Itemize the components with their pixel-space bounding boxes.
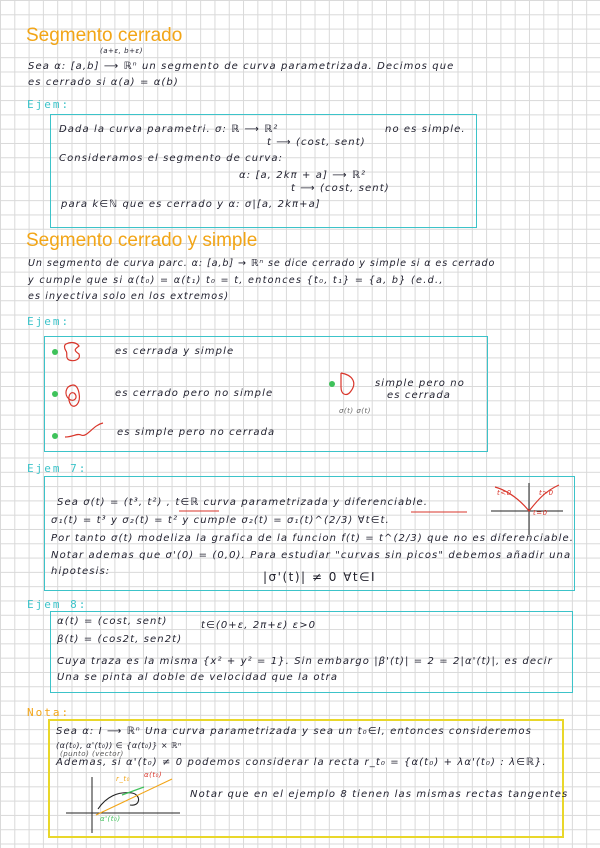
ejem-label-2: Ejem: <box>27 315 71 328</box>
def-line-2: es cerrado si α(a) = α(b) <box>28 77 179 88</box>
ex-simple-not-closed: es simple pero no cerrada <box>117 427 276 438</box>
box1-line-6: para k∈ℕ que es cerrado y α: σ|[a, 2kπ+a] <box>61 199 321 210</box>
bullet-dot <box>52 433 58 439</box>
example-box-8 <box>50 611 573 693</box>
ex7-formula: |σ'(t)| ≠ 0 ∀t∈I <box>263 570 377 584</box>
fig-label-alpha: α(t₀) <box>144 771 163 779</box>
box1-line-1: Dada la curva parametri. σ: ℝ ⟶ ℝ² <box>59 124 279 135</box>
section-title-segmento-cerrado: Segmento cerrado <box>26 25 183 46</box>
ex7-line-4: Notar ademas que σ'(0) = (0,0). Para estudiar "curvas sin picos" debemos añadir una <box>51 550 572 561</box>
graph-label-pos: t>0 <box>539 489 554 497</box>
def2-line-1: Un segmento de curva parc. α: [a,b] → ℝⁿ se dice cerrado y simple si α es cerrado <box>28 258 496 269</box>
loop-curve-icon <box>337 371 359 401</box>
ex-simple-not-closed-a: simple pero no <box>375 378 465 389</box>
closed-simple-curve-icon <box>63 341 83 363</box>
box1-line-5: t ⟶ (cost, sent) <box>291 183 390 194</box>
ex7-line-5: hipotesis: <box>51 566 111 577</box>
box1-line-4: α: [a, 2kπ + a] ⟶ ℝ² <box>239 170 367 181</box>
bullet-dot <box>329 381 335 387</box>
nota-line-4: Notar que en el ejemplo 8 tienen las mismas rectas tangentes <box>190 789 569 800</box>
box1-line-2: t ⟶ (cost, sent) <box>267 137 366 148</box>
ex7-line-3: Por tanto σ(t) modeliza la grafica de la funcion f(t) = t^(2/3) que no es diferenciable. <box>51 533 575 544</box>
interval-annotation: (a+ε, b+ε) <box>100 47 143 55</box>
ex-closed-not-simple: es cerrado pero no simple <box>115 388 274 399</box>
graph-label-neg: t<0 <box>497 489 512 497</box>
ejem-label-7: Ejem 7: <box>27 462 88 475</box>
bullet-dot <box>52 349 58 355</box>
ejem-label-1: Ejem: <box>27 98 71 111</box>
ex8-line-3: Cuya traza es la misma {x² + y² = 1}. Sin embargo |β'(t)| = 2 = 2|α'(t)|, es decir <box>57 656 553 667</box>
nota-line-3: Ademas, si α'(t₀) ≠ 0 podemos considerar la recta r_t₀ = {α(t₀) + λα'(t₀) : λ∈ℝ}. <box>56 757 547 768</box>
simple-not-closed-curve-icon <box>63 421 107 441</box>
section-title-cerrado-simple: Segmento cerrado y simple <box>26 230 258 251</box>
example-box-1 <box>50 114 477 228</box>
box1-line-1b: no es simple. <box>385 124 466 135</box>
def2-line-2: y cumple que si α(t₀) = α(t₁) t₀ = t, entonces {t₀, t₁} = {a, b} (e.d., <box>28 275 444 286</box>
bullet-dot <box>52 391 58 397</box>
ex8-line-4: Una se pinta al doble de velocidad que la otra <box>57 672 339 683</box>
nota-line-1: Sea α: I ⟶ ℝⁿ Una curva parametrizada y sea un t₀∈I, entonces consideremos <box>56 726 532 737</box>
graph-label-zero: t=0 <box>533 509 548 517</box>
ejem-label-8: Ejem 8: <box>27 598 88 611</box>
ex8-line-1b: t∈(0+ε, 2π+ε) ε>0 <box>201 620 317 631</box>
example-box-7 <box>44 476 575 591</box>
ex7-line-1: Sea σ(t) = (t³, t²) , t∈ℝ curva parametrizada y diferenciable. <box>57 497 429 508</box>
nota-box <box>48 719 569 838</box>
def2-line-3: es inyectiva solo en los extremos) <box>28 291 230 302</box>
ex7-line-2: σ₁(t) = t³ y σ₂(t) = t² y cumple σ₂(t) = σ₁(t)^(2/3) ∀t∈t. <box>51 515 390 526</box>
ex8-line-2: β(t) = (cos2t, sen2t) <box>57 634 183 645</box>
example-box-2 <box>44 336 488 452</box>
fig-label-alpha-prime: α'(t₀) <box>100 815 121 823</box>
sketch-note: σ(t) σ(t) <box>339 407 372 415</box>
fig-label-r: r_t₀ <box>116 775 130 783</box>
closed-not-simple-curve-icon <box>63 383 83 409</box>
def-line-1: Sea α: [a,b] ⟶ ℝⁿ un segmento de curva parametrizada. Decimos que <box>28 61 455 72</box>
ex-closed-simple: es cerrada y simple <box>115 346 235 357</box>
nota-line-2-sub: (punto) (vector) <box>60 750 124 758</box>
ex8-line-1: α(t) = (cost, sent) <box>57 616 168 627</box>
nota-label: Nota: <box>27 706 71 719</box>
ex-simple-not-closed-b: es cerrada <box>387 390 452 401</box>
nota-line-2: (α(t₀), α'(t₀)) ∈ {α(t₀)} × ℝⁿ <box>56 741 182 750</box>
box1-line-3: Consideramos el segmento de curva: <box>59 153 284 164</box>
